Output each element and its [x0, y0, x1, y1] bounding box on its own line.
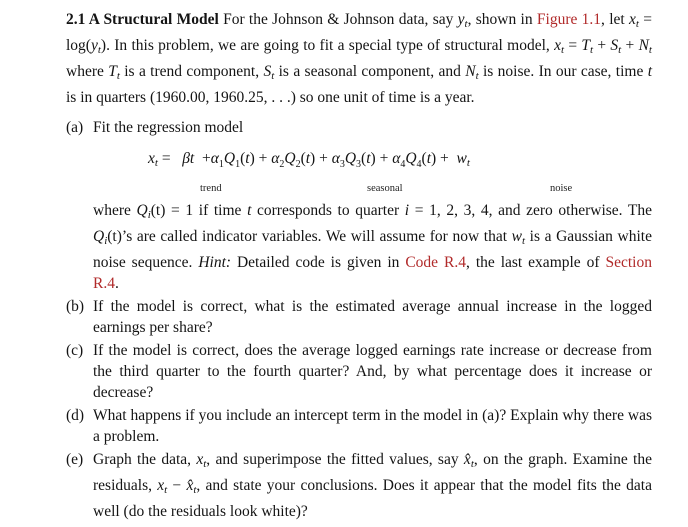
exercise-heading: 2.1 A Structural Model: [66, 11, 219, 28]
equation-text: $x_t = \beta t +\alpha_1Q_1(t) + \alpha_2Q_2(t) + \alpha_3Q_3(t) + \alpha_4Q_4(t) + w_t$: [148, 150, 470, 171]
part-b-label: (b): [66, 298, 85, 315]
part-b-text: If the model is correct, what is the estimated average annual increase in the logged earnings per share?: [93, 298, 652, 336]
part-a-intro: Fit the regression model: [93, 119, 244, 136]
section-link[interactable]: Section R.4: [93, 254, 652, 292]
code-link[interactable]: Code R.4: [405, 254, 466, 271]
part-e: [66, 449, 652, 522]
regression-equation: [66, 148, 652, 196]
part-a: [66, 117, 652, 138]
exercise-intro: 2.1 A Structural Model For the Johnson & Johnson data, say $y_t$, shown in Figure 1.1, let $x_t = \log(y_t)$. In this problem, we are going to fit a special type of structural model, $x_t = T_t + S_t + N_t$ where $T_t$ is a trend component, $S_t$ is a seasonal component, and $N_t$ is noise. In our case, time t is in quarters (1960.00, 1960.25, . . .) so one unit of time is a year.: [66, 11, 652, 106]
part-d-text: What happens if you include an intercept term in the model in (a)? Explain why there was a problem.: [93, 407, 652, 445]
part-e-text: Graph the data, $x_t$, and superimpose the fitted values, say $x̂_t$, on the graph. Examine the residuals, $x_t$ − $x̂_t$, and state your conclusions. Does it appear that the model fits the data well (do the residuals look white)?: [93, 451, 652, 520]
part-a-explanation: where $Q_i(t) = 1$ if time t corresponds to quarter i = 1, 2, 3, 4, and zero otherwise. The $Q_i(t)’s$ are called indicator variables. We will assume for now that $w_t$ is a Gaussian white noise sequence. Hint: Detailed code is given in Code R.4, the last example of Section R.4.: [93, 202, 652, 292]
part-d: [66, 405, 652, 447]
figure-link[interactable]: Figure 1.1: [536, 11, 602, 28]
brace-label-trend: trend: [200, 183, 222, 194]
part-d-label: (d): [66, 407, 85, 424]
part-c-label: (c): [66, 342, 84, 359]
part-b: [66, 296, 652, 338]
part-a-label: (a): [66, 119, 84, 136]
brace-label-noise: noise: [550, 183, 573, 194]
part-c-text: If the model is correct, does the average logged earnings rate increase or decrease from the third quarter to the fourth quarter? And, by what percentage does it increase or decrease?: [93, 342, 652, 401]
part-c: [66, 340, 652, 403]
brace-label-seasonal: seasonal: [367, 183, 403, 194]
part-e-label: (e): [66, 451, 84, 468]
